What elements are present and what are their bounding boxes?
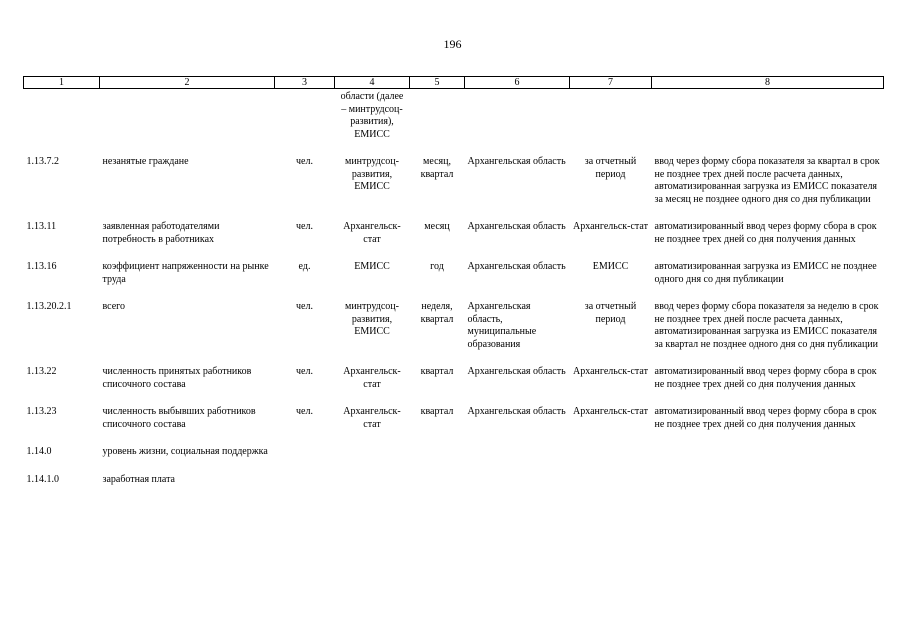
- row-source: минтрудсоц-развития, ЕМИСС: [345, 156, 399, 192]
- row-unit: чел.: [296, 406, 313, 417]
- row-source: [335, 431, 410, 459]
- row-level: Архангельская область: [467, 261, 566, 272]
- row-provider: [570, 431, 652, 459]
- row-code: 1.13.16: [26, 261, 57, 272]
- row-code: 1.13.20.2.1: [26, 301, 72, 312]
- row-level: Архангельская область: [467, 406, 566, 417]
- row-period: квартал: [420, 406, 454, 417]
- column-header: 3: [275, 77, 335, 89]
- row-period: [410, 431, 465, 459]
- row-unit: [275, 431, 335, 459]
- row-period: год: [430, 261, 444, 272]
- row-period: [410, 459, 465, 487]
- table-row: [24, 286, 884, 351]
- column-header: 6: [465, 77, 570, 89]
- row-provider: Архангельск-стат: [573, 406, 648, 417]
- row-period: месяц, квартал: [420, 156, 454, 180]
- row-source: минтрудсоц-развития, ЕМИСС: [345, 301, 399, 337]
- row-provider: [570, 459, 652, 487]
- column-header: 4: [335, 77, 410, 89]
- row-code: 1.14.0: [26, 446, 52, 457]
- indicator-table: [23, 76, 884, 486]
- table-row: [24, 391, 884, 431]
- row-level: Архангельская область: [467, 156, 566, 167]
- row-method: ввод через форму сбора показателя за неделю в срок не позднее трех дней после расчета данных, автоматизированная загрузка из ЕМИСС показателя за квартал не позднее одного дня со дня публикации: [654, 301, 879, 350]
- table-row: [24, 351, 884, 391]
- row-level: [465, 431, 570, 459]
- row-source: [335, 459, 410, 487]
- table-row: [24, 141, 884, 206]
- column-header: 1: [24, 77, 100, 89]
- continuation-row: [24, 89, 884, 142]
- row-period: неделя, квартал: [420, 301, 454, 325]
- table-row: [24, 246, 884, 286]
- table-row: [24, 431, 884, 459]
- page-number: 196: [443, 37, 462, 51]
- row-name: незанятые граждане: [102, 156, 189, 167]
- column-header: 5: [410, 77, 465, 89]
- row-method: [652, 459, 884, 487]
- row-source: Архангельск-стат: [343, 406, 401, 430]
- row-level: [465, 459, 570, 487]
- row-source: ЕМИСС: [354, 261, 390, 272]
- row-provider: ЕМИСС: [592, 261, 629, 272]
- row-provider: Архангельск-стат: [573, 366, 648, 377]
- row-source: Архангельск-стат: [343, 221, 401, 245]
- row-unit: чел.: [296, 301, 313, 312]
- row-unit: [275, 459, 335, 487]
- row-name: уровень жизни, социальная поддержка: [102, 446, 268, 457]
- continuation-source: области (далее – минтрудсоц-развития), ЕМИСС: [340, 91, 404, 140]
- row-name: заявленная работодателями потребность в работниках: [102, 221, 220, 245]
- column-header: 2: [100, 77, 275, 89]
- row-unit: чел.: [296, 366, 313, 377]
- row-level: Архангельская область: [467, 366, 566, 377]
- row-name: численность принятых работников списочного состава: [102, 366, 252, 390]
- table-row: [24, 459, 884, 487]
- row-code: 1.13.23: [26, 406, 57, 417]
- table-row: [24, 206, 884, 246]
- row-unit: чел.: [296, 221, 313, 232]
- row-name: численность выбывших работников списочного состава: [102, 406, 256, 430]
- row-level: Архангельская область: [467, 221, 566, 232]
- row-unit: ед.: [298, 261, 311, 272]
- row-period: месяц: [424, 221, 450, 232]
- row-method: автоматизированный ввод через форму сбора в срок не позднее трех дней со дня получения данных: [654, 406, 877, 430]
- row-name: заработная плата: [102, 473, 175, 485]
- row-code: 1.13.11: [26, 221, 57, 232]
- row-unit: чел.: [296, 156, 313, 167]
- header-row: [24, 77, 884, 89]
- row-provider: за отчетный период: [584, 156, 637, 180]
- row-name: коэффициент напряженности на рынке труда: [102, 261, 269, 285]
- row-name: всего: [102, 301, 126, 312]
- row-code: 1.13.22: [26, 366, 57, 377]
- row-provider: Архангельск-стат: [573, 221, 648, 232]
- row-code: 1.14.1.0: [26, 473, 59, 485]
- row-method: автоматизированная загрузка из ЕМИСС не позднее одного дня со дня публикации: [654, 261, 877, 285]
- row-provider: за отчетный период: [584, 301, 637, 325]
- row-method: [652, 431, 884, 459]
- row-level: Архангельская область, муниципальные образования: [467, 301, 537, 350]
- row-method: ввод через форму сбора показателя за квартал в срок не позднее трех дней после расчета данных, автоматизированная загрузка из ЕМИСС показателя за месяц не позднее одного дня со дня публикации: [654, 156, 880, 205]
- row-code: 1.13.7.2: [26, 156, 59, 167]
- row-period: квартал: [420, 366, 454, 377]
- column-header: 7: [570, 77, 652, 89]
- row-method: автоматизированный ввод через форму сбора в срок не позднее трех дней со дня получения данных: [654, 366, 877, 390]
- row-source: Архангельск-стат: [343, 366, 401, 390]
- column-header: 8: [652, 77, 884, 89]
- row-method: автоматизированный ввод через форму сбора в срок не позднее трех дней со дня получения данных: [654, 221, 877, 245]
